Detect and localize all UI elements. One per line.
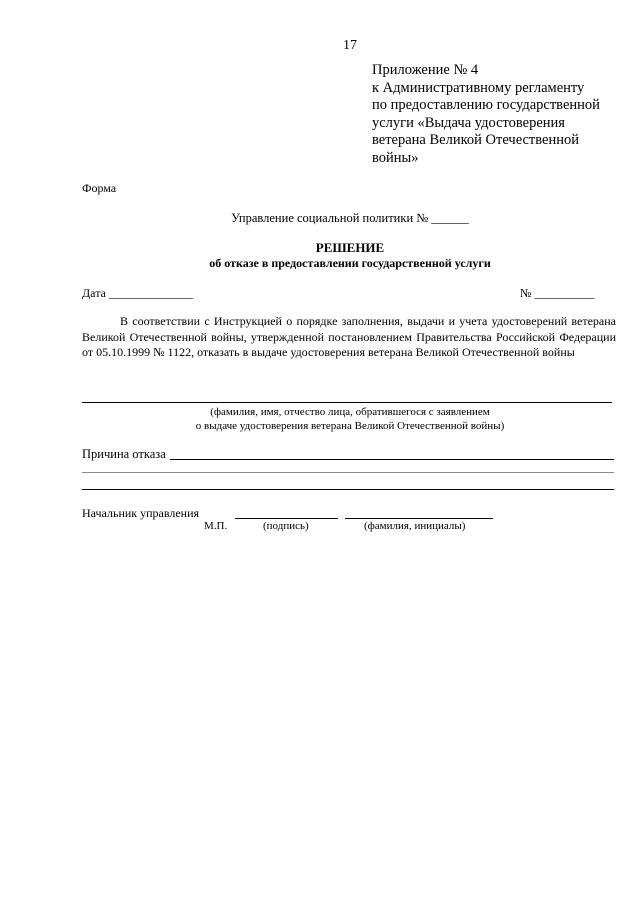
appendix-line: услуги «Выдача удостоверения <box>372 114 565 131</box>
form-label: Форма <box>82 181 117 195</box>
appendix-line: к Административному регламенту <box>372 79 585 96</box>
stamp-label: М.П. <box>204 520 228 532</box>
name-line <box>345 518 493 519</box>
signature-line <box>235 518 338 519</box>
applicant-name-line <box>82 402 612 403</box>
name-caption: (фамилия, инициалы) <box>364 520 466 532</box>
appendix-line: войны» <box>372 149 419 166</box>
signature-caption: (подпись) <box>263 520 309 532</box>
appendix-line: ветерана Великой Отечественной <box>372 132 579 148</box>
document-subtitle: об отказе в предоставлении государственной услуги <box>209 256 491 270</box>
decision-body-text: В соответствии с Инструкцией о порядке заполнения, выдачи и учета удостоверений ветерана Великой Отечественной войны, утвержденной постановлением Правительства Российской Федерации от 05.10.1999 № 1122, отказать в выдаче удостоверения ветерана Великой Отечественной войны <box>82 314 616 359</box>
date-field: Дата ______________ <box>82 286 193 300</box>
reason-line-2 <box>82 472 614 473</box>
head-of-department-label: Начальник управления <box>82 506 200 520</box>
appendix-header <box>372 62 622 167</box>
number-field: № __________ <box>520 286 595 300</box>
organization-line: Управление социальной политики № ______ <box>231 211 469 225</box>
reason-line-1 <box>170 459 614 460</box>
applicant-caption-line2: о выдаче удостоверения ветерана Великой Отечественной войны) <box>195 420 505 432</box>
appendix-line: Приложение № 4 <box>372 62 479 78</box>
applicant-caption-line1: (фамилия, имя, отчество лица, обратившегося с заявлением <box>210 406 490 418</box>
reason-label: Причина отказа <box>82 447 166 461</box>
document-title: РЕШЕНИЕ <box>315 240 385 255</box>
appendix-line: по предоставлению государственной <box>372 97 600 113</box>
reason-line-3 <box>82 489 614 490</box>
page-number: 17 <box>343 38 357 53</box>
